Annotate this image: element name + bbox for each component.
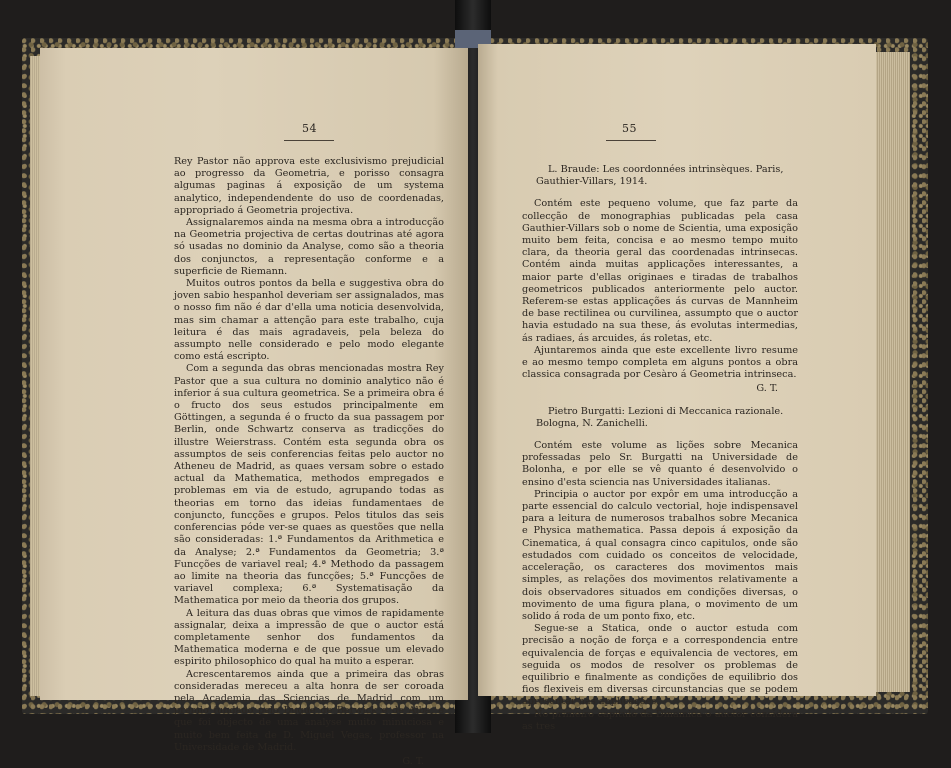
paragraph: Rey Pastor não approva este exclusivismo prejudicial ao progresso da Geometria, e porisso consagra algumas paginas á exposição de um systema analytico, independendente do uso de coordenadas, appropriado á Geometria projectiva. xyxy=(174,156,444,216)
signature: G. T. xyxy=(756,383,778,395)
paragraph: Assignalaremos ainda na mesma obra a introducção na Geometria projectiva de certas doutrinas até agora só usadas no dominio da Analyse, como são a theoria dos conjunctos, a representação conforme e a superficie de Riemann. xyxy=(174,217,444,277)
paragraph: Principia o auctor por expôr em uma introducção a parte essencial do calculo vectorial, hoje indispensavel para a leitura de numerosos trabalhos sobre Mecanica e Physica mathematica. Passa depois á exposição da Cinematica, á qual consagra cinco capitulos, onde são estudados com cuidado os conceitos de velocidade, acceleração, os caracteres dos movimentos mais simples, as relações dos movimentos relativamente a dois observadores situados em condições diversas, o movimento de uma figura plana, o movimento de um solido á roda de um ponto fixo, etc. xyxy=(522,488,798,622)
paragraph: Muitos outros pontos da bella e suggestiva obra do joven sabio hespanhol deveriam ser assignalados, mas o nosso fim não é dar d'ella uma noticia desenvolvida, mas sim chamar a attenção para este trabalho, cuja leitura é das mais agradaveis, pela beleza do assumpto nelle considerado e pelo modo elegante como está escripto. xyxy=(174,278,444,363)
review-reference: Pietro Burgatti: Lezioni di Meccanica razionale. Bologna, N. Zanichelli. xyxy=(536,405,784,429)
paragraph: Acrescentaremos ainda que a primeira das obras consideradas mereceu a alta honra de ser coroada pela Academia das Sciencias de Madrid com um premio fundado pelo Duque de Berwick e de Alba, e que foi objecto de uma analyse muito minuciosa e muito bem feita de D. Miguel Vegas, professor na Universidade de Madrid. xyxy=(174,668,444,753)
paragraph: A leitura das duas obras que vimos de rapidamente assignalar, deixa a impressão de que o auctor está completamente senhor dos fundamentos da Mathematica moderna e de que possue um elevado espirito philosophico do qual ha muito a esperar. xyxy=(174,607,444,668)
paragraph: Ajuntaremos ainda que este excellente livro resume e ao mesmo tempo completa em alguns pontos a obra classica consagrada por Cesàro á Geometria intrinseca. xyxy=(522,344,798,381)
right-page-edges xyxy=(876,52,910,692)
page-number-rule-right xyxy=(606,140,656,141)
signature: G. T. xyxy=(402,755,424,767)
page-number-left: 54 xyxy=(302,122,317,135)
page-number-rule-left xyxy=(284,140,334,141)
left-page xyxy=(40,48,468,767)
left-text-column xyxy=(174,156,444,768)
paragraph: No primeiro capitulo da Dinamica o auctor considera as tres xyxy=(522,708,798,732)
paragraph: Segue-se a Statica, onde o auctor estuda com precisão a noção de força e a correspondencia entre equivalencia de forças e equivalencia de vectores, em seguida os modos de resolver os problemas de equilibrio e finalmente as condições de equilibrio dos fios flexiveis em diversas circunstancias que se podem apresentar nas applicações. xyxy=(522,623,798,708)
page-number-right: 55 xyxy=(622,122,637,135)
right-page xyxy=(478,44,876,732)
paragraph: Contém este pequeno volume, que faz parte da collecção de monographias publicadas pela casa Gauthier-Villars sob o nome de Scientia, uma exposição muito bem feita, concisa e ao mesmo tempo muito clara, da theoria geral das coordenadas intrinsecas. Contém ainda muitas applicações interessantes, a maior parte d'ellas originaes e tiradas de trabalhos geometricos publicados anteriormente pelo auctor. Referem-se estas applicações ás curvas de Mannheim de base rectilinea ou curvilinea, assumpto que o auctor havia estudado na sua these, ás evolutas intermedias, ás radiaes, ás arcuides, ás roletas, etc. xyxy=(522,198,798,344)
right-text-column xyxy=(522,164,798,733)
paragraph: Contém este volume as lições sobre Mecanica professadas pelo Sr. Burgatti na Universidade de Bolonha, e por elle se vê quanto é desenvolvido o ensino d'esta sciencia nas Universidades italianas. xyxy=(522,440,798,488)
review-reference: L. Braude: Les coordonnées intrinsèques. Paris, Gauthier-Villars, 1914. xyxy=(536,164,784,188)
paragraph: Com a segunda das obras mencionadas mostra Rey Pastor que a sua cultura no dominio analytico não é inferior á sua cultura geometrica. Se a primeira obra é o fructo dos seus estudos principalmente em Göttingen, a segunda é o fructo da sua passagem por Berlin, onde Schwartz conserva as tradicções do illustre Weierstrass. Contém esta segunda obra os assumptos de seis conferencias feitas pelo auctor no Atheneu de Madrid, as quaes versam sobre o estado actual da Mathematica, methodos empregados e problemas em via de estudo, agrupando todas as theorias em torno das ideias fundamentaes de conjuncto, funcções e grupos. Pelos titulos das seis conferencias póde ver-se quaes as questões que nella são consideradas: 1.ª Fundamentos da Arithmetica e da Analyse; 2.ª Fundamentos da Geometria; 3.ª Funcções de variavel real; 4.ª Methodo da passagem ao limite na theoria das funcções; 5.ª Funcções de variavel complexa; 6.ª Systematisação da Mathematica por meio da theoria dos grupos. xyxy=(174,363,444,607)
